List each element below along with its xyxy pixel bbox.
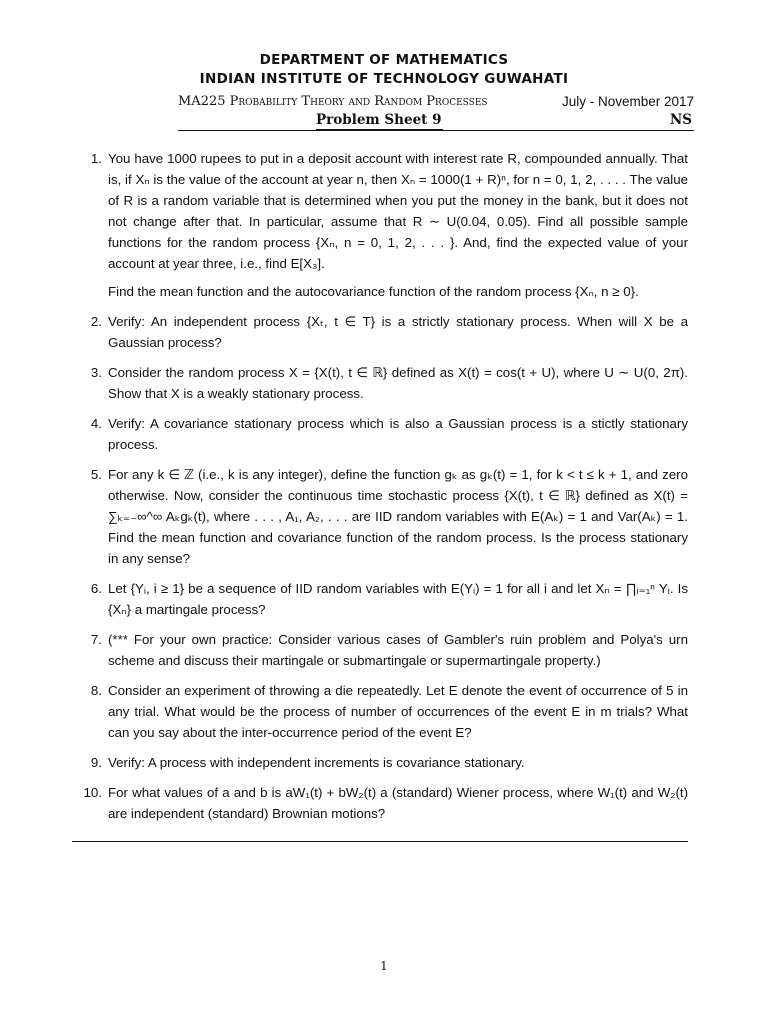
problem-text: For any k ∈ ℤ (i.e., k is any integer), define the function gₖ as gₖ(t) = 1, for k < t ≤ k + 1, and zero otherwise. Now, consider the continuous time stochastic process {X(t), t ∈ ℝ} defined as X(t) = ∑ₖ₌₋∞^∞ Aₖgₖ(t), where . . . , A₁, A₂, . . . are IID random variables with E(Aₖ) = 1 and Var(Aₖ) = 1. Find the mean function and covariance function of the random process. Is the process stationary in any sense? bbox=[108, 467, 688, 566]
problem-text: Verify: A covariance stationary process which is also a Gaussian process is a stictly stationary process. bbox=[108, 416, 688, 452]
problem-number: 3. bbox=[90, 365, 102, 380]
header-divider bbox=[178, 130, 694, 131]
problem-number: 2. bbox=[90, 314, 102, 329]
problem-text: For what values of a and b is aW₁(t) + bW₂(t) a (standard) Wiener process, where W₁(t) and W₂(t) are independent (standard) Brownian motions? bbox=[108, 785, 688, 821]
term-label: July - November 2017 bbox=[561, 94, 694, 109]
problem-item bbox=[82, 680, 688, 743]
problem-item bbox=[82, 311, 688, 353]
problem-text: Verify: An independent process {Xₜ, t ∈ T} is a strictly stationary process. When will X be a Gaussian process? bbox=[108, 314, 688, 350]
page-number: 1 bbox=[380, 959, 388, 973]
problem-number: 9. bbox=[90, 755, 102, 770]
problem-item bbox=[82, 362, 688, 404]
problem-text: You have 1000 rupees to put in a deposit account with interest rate R, compounded annually. That is, if Xₙ is the value of the account at year n, then Xₙ = 1000(1 + R)ⁿ, for n = 0, 1, 2, . . . . The value of R is a random variable that is determined when you put the money in the bank, but it does not not change after that. In particular, assume that R ∼ U(0.04, 0.05). Find all possible sample functions for the random process {Xₙ, n = 0, 1, 2, . . . }. And, find the expected value of your account at year three, i.e., find E[X₃]. bbox=[108, 151, 688, 271]
problem-item bbox=[82, 464, 688, 569]
problem-item bbox=[82, 782, 688, 824]
institute-heading: INDIAN INSTITUTE OF TECHNOLOGY GUWAHATI bbox=[199, 71, 569, 87]
footer-divider bbox=[72, 841, 688, 842]
problem-list bbox=[82, 148, 688, 833]
problem-number: 8. bbox=[90, 683, 102, 698]
problem-number: 7. bbox=[90, 632, 102, 647]
problem-text: Verify: A process with independent increments is covariance stationary. bbox=[108, 755, 525, 770]
problem-item bbox=[82, 413, 688, 455]
problem-item bbox=[82, 148, 688, 302]
department-heading: DEPARTMENT OF MATHEMATICS bbox=[259, 52, 509, 68]
problem-text: Let {Yᵢ, i ≥ 1} be a sequence of IID random variables with E(Yᵢ) = 1 for all i and let Xₙ = ∏ᵢ₌₁ⁿ Yᵢ. Is {Xₙ} a martingale process? bbox=[108, 581, 688, 617]
course-title: MA225 Probability Theory and Random Processes bbox=[178, 94, 488, 109]
problem-number: 4. bbox=[90, 416, 102, 431]
sheet-title: Problem Sheet 9 bbox=[316, 112, 442, 128]
problem-text: (*** For your own practice: Consider various cases of Gambler's ruin problem and Polya's urn scheme and discuss their martingale or submartingale or supermartingale property.) bbox=[108, 632, 688, 668]
problem-text: Consider an experiment of throwing a die repeatedly. Let E denote the event of occurrence of 5 in any trial. What would be the process of number of occurrences of the event E in m trials? What can you say about the inter-occurrence period of the event E? bbox=[108, 683, 688, 740]
problem-text: Consider the random process X = {X(t), t ∈ ℝ} defined as X(t) = cos(t + U), where U ∼ U(0, 2π). Show that X is a weakly stationary process. bbox=[108, 365, 688, 401]
instructor-initials: NS bbox=[669, 112, 692, 128]
problem-followup-text: Find the mean function and the autocovariance function of the random process {Xₙ, n ≥ 0}. bbox=[108, 284, 639, 299]
problem-number: 10. bbox=[83, 785, 102, 800]
problem-item bbox=[82, 752, 688, 773]
problem-number: 5. bbox=[90, 467, 102, 482]
problem-number: 1. bbox=[90, 151, 102, 166]
problem-item bbox=[82, 578, 688, 620]
problem-item bbox=[82, 629, 688, 671]
problem-number: 6. bbox=[90, 581, 102, 596]
